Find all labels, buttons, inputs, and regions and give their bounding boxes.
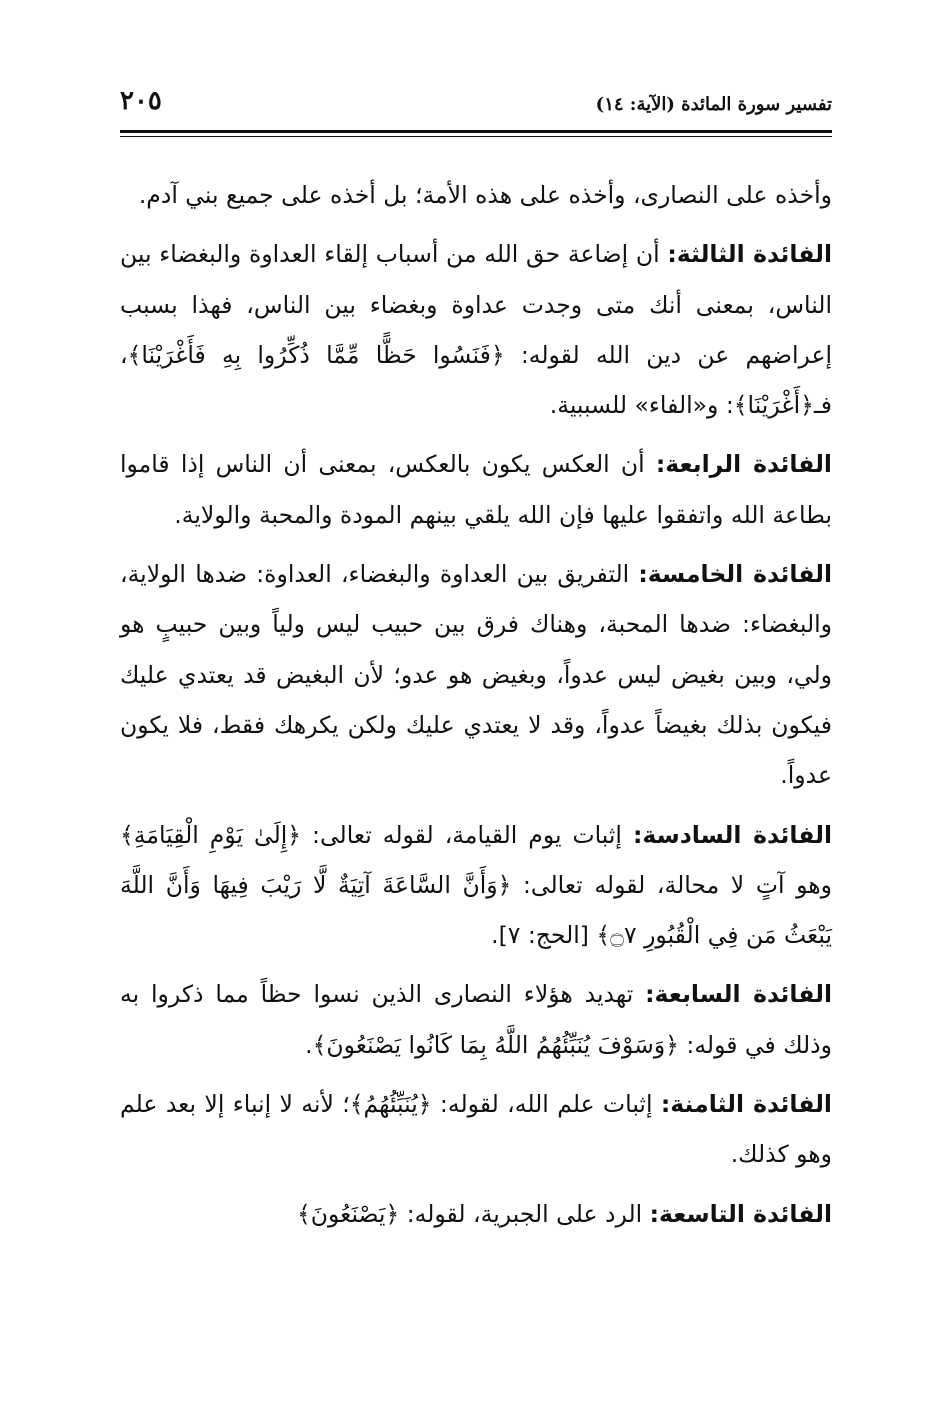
- paragraph-text: وأخذه على النصارى، وأخذه على هذه الأمة؛ بل أخذه على جميع بني آدم.: [138, 181, 832, 209]
- benefit-heading: الفائدة الثامنة:: [660, 1090, 832, 1119]
- paragraph-text: التفريق بين العداوة والبغضاء، العداوة: ضدها الولاية، والبغضاء: ضدها المحبة، وهناك فرق بين حبيب ليس ولياً وبين حبيبٍ هو ولي، وبين بغيض ليس عدواً، وبغيض هو عدو؛ لأن البغيض قد يعتدي عليك فيكون بذلك بغيضاً عدواً، وقد لا يعتدي عليك ولكن يكرهك فقط، فلا يكون عدواً.: [120, 560, 832, 790]
- header-rule-thin: [120, 136, 832, 137]
- running-title: تفسير سورة المائدة (الآية: ١٤): [595, 94, 832, 115]
- page-header: [120, 82, 832, 130]
- paragraph-benefit-6: [120, 810, 832, 961]
- paragraph-benefit-4: [120, 439, 832, 540]
- benefit-heading: الفائدة الثالثة:: [667, 240, 832, 269]
- header-rule-thick: [120, 130, 832, 133]
- paragraph-text: إثبات علم الله، لقوله: ﴿يُنَبِّئُهُمُ﴾؛ لأنه لا إنباء إلا بعد علم وهو كذلك.: [120, 1090, 832, 1169]
- paragraph-benefit-9: [120, 1189, 832, 1239]
- page-number: ٢٠٥: [120, 86, 162, 116]
- paragraph-text: تهديد هؤلاء النصارى الذين نسوا حظاً مما ذكروا به وذلك في قوله: ﴿وَسَوْفَ يُنَبِّئُهُمُ اللَّهُ بِمَا كَانُوا يَصْنَعُونَ﴾.: [120, 980, 832, 1059]
- benefit-heading: الفائدة الخامسة:: [638, 560, 832, 589]
- paragraph-benefit-7: [120, 969, 832, 1070]
- paragraph-benefit-8: [120, 1079, 832, 1180]
- paragraph-text: أن العكس يكون بالعكس، بمعنى أن الناس إذا قاموا بطاعة الله واتفقوا عليها فإن الله يلقي بينهم المودة والمحبة والولاية.: [120, 450, 832, 529]
- benefit-heading: الفائدة الرابعة:: [655, 450, 832, 479]
- paragraph-text: أن إضاعة حق الله من أسباب إلقاء العداوة والبغضاء بين الناس، بمعنى أنك متى وجدت عداوة وبغضاء بين الناس، فهذا بسبب إعراضهم عن دين الله لقوله: ﴿فَنَسُوا حَظًّا مِّمَّا ذُكِّرُوا بِهِ فَأَغْرَيْنَا﴾، فـ﴿أَغْرَيْنَا﴾: و«الفاء» للسببية.: [120, 240, 832, 420]
- benefit-heading: الفائدة التاسعة:: [649, 1199, 832, 1228]
- paragraph-text: إثبات يوم القيامة، لقوله تعالى: ﴿إِلَىٰ يَوْمِ الْقِيَامَةِ﴾ وهو آتٍ لا محالة، لقوله تعالى: ﴿وَأَنَّ السَّاعَةَ آتِيَةٌ لَّا رَيْبَ فِيهَا وَأَنَّ اللَّهَ يَبْعَثُ مَن فِي الْقُبُورِ ۝٧﴾ [الحج: ٧].: [120, 820, 832, 950]
- body-text: [120, 170, 832, 1248]
- paragraph-benefit-3: [120, 229, 832, 430]
- paragraph-text: الرد على الجبرية، لقوله: ﴿يَصْنَعُونَ﴾: [296, 1199, 650, 1228]
- benefit-heading: الفائدة السابعة:: [645, 980, 832, 1009]
- paragraph-benefit-5: [120, 549, 832, 800]
- paragraph-continuation: [120, 170, 832, 220]
- benefit-heading: الفائدة السادسة:: [632, 820, 832, 849]
